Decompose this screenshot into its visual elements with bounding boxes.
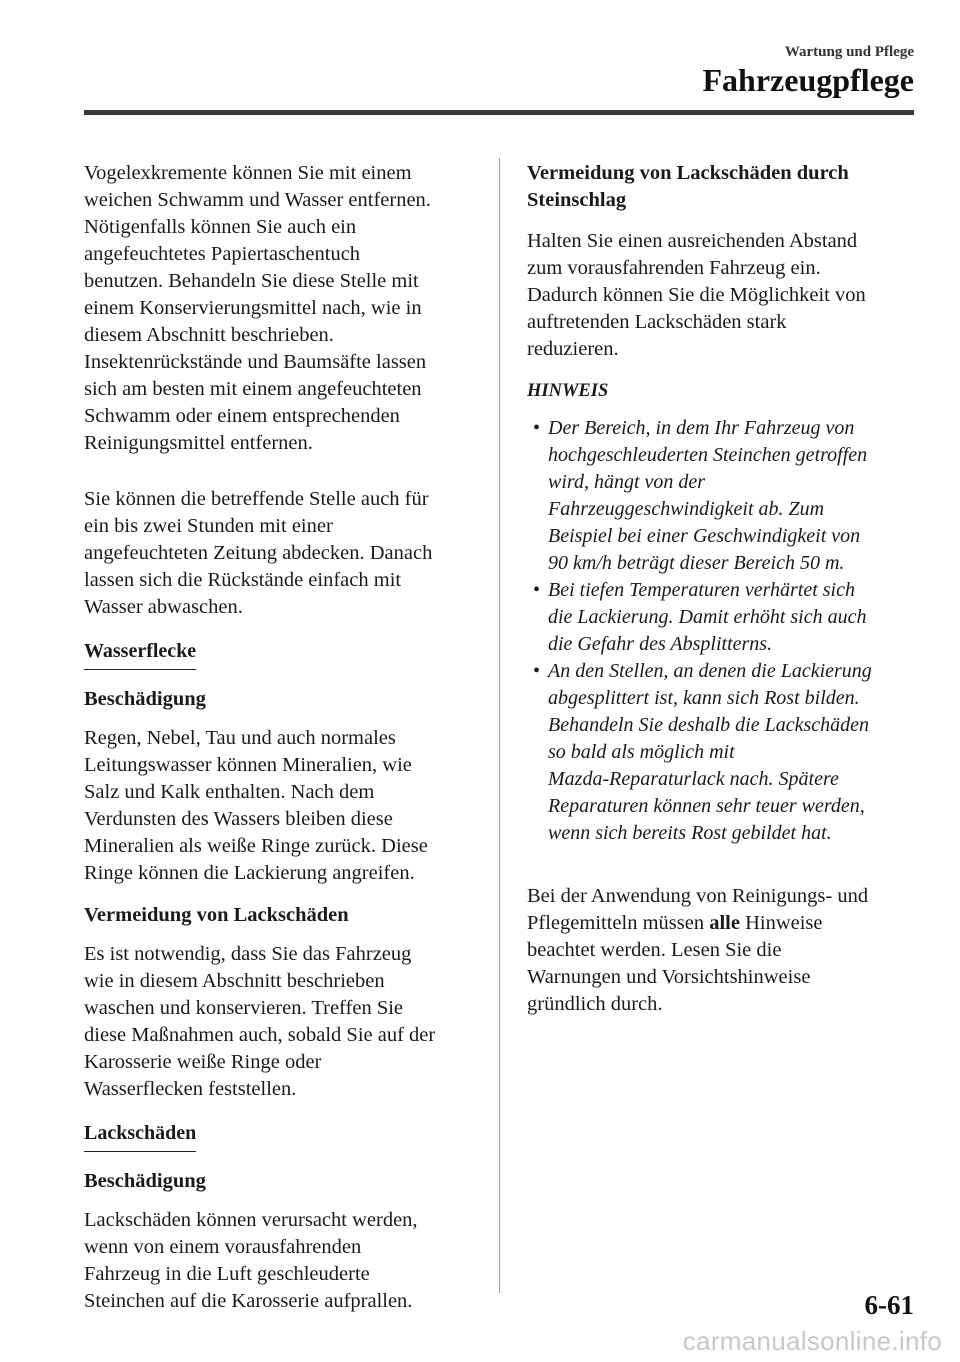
paragraph-newspaper: Sie können die betreffende Stelle auch für ein bis zwei Stunden mit einer angefeuchteten Zeitung abdecken. Danach lassen sich die Rückstände einfach mit Wasser abwaschen. — [84, 488, 433, 618]
bullet-icon: • — [533, 579, 541, 601]
paragraph-cleaning-agents — [527, 883, 922, 1018]
heading-vermeidung-2: Vermeidung von Lackschäden durch Steinschlag — [527, 162, 849, 211]
note-item — [527, 415, 922, 577]
note-list — [527, 415, 922, 847]
paragraph-conserve: Es ist notwendig, dass Sie das Fahrzeug wie in diesem Abschnitt beschrieben waschen und konservieren. Treffen Sie diese Maßnahmen auch, sobald Sie auf der Karosserie weiße Ringe oder Wasserflecken feststellen. — [84, 943, 436, 1100]
heading-beschaedigung-1: Beschädigung — [84, 688, 206, 710]
header-rule — [84, 110, 914, 115]
heading-beschaedigung-2: Beschädigung — [84, 1170, 206, 1192]
note-text: Der Bereich, in dem Ihr Fahrzeug von hochgeschleuderten Steinchen getroffen wird, hängt von der Fahrzeuggeschwindigkeit ab. Zum Beispiel bei einer Geschwindigkeit von 90 km/h beträgt dieser Bereich 50 m. — [548, 417, 868, 574]
page-title: Fahrzeugpflege — [702, 62, 914, 98]
right-column — [527, 160, 922, 1033]
text-before-bold: Bei der Anwendung von Reinigungs- und Pflegemitteln müssen — [527, 885, 869, 934]
heading-lackschaeden: Lackschäden — [84, 1120, 196, 1152]
paragraph-minerals: Regen, Nebel, Tau und auch normales Leitungswasser können Mineralien, wie Salz und Kalk enthalten. Nach dem Verdunsten des Wassers bleiben diese Mineralien als weiße Ringe zurück. Diese Ringe können die Lackierung angreifen. — [84, 727, 428, 884]
note-text: An den Stellen, an denen die Lackierung abgesplittert ist, kann sich Rost bilden. Behandeln Sie deshalb die Lackschäden so bald als möglich mit Mazda-Reparaturlack nach. Spätere Reparaturen können sehr teuer werden, wenn sich bereits Rost gebildet hat. — [548, 660, 872, 844]
emphasis-alle: alle — [709, 912, 740, 934]
left-column — [84, 160, 479, 1330]
paragraph-stone-chips: Lackschäden können verursacht werden, wenn von einem vorausfahrenden Fahrzeug in die Luft geschleuderte Steinchen auf die Karosserie aufprallen. — [84, 1209, 418, 1312]
page-number: 6-61 — [864, 1290, 914, 1320]
bullet-icon: • — [533, 660, 541, 682]
heading-vermeidung-1: Vermeidung von Lackschäden — [84, 904, 349, 926]
spacer — [84, 472, 479, 486]
bullet-icon: • — [533, 417, 541, 439]
watermark: carmanualsonline.info — [682, 1326, 942, 1356]
heading-wasserflecke: Wasserflecke — [84, 638, 196, 670]
text-after-bold: Hinweise beachtet werden. Lesen Sie die Warnungen und Vorsichtshinweise gründlich durch. — [527, 912, 823, 1015]
note-item — [527, 658, 922, 847]
note-label: HINWEIS — [527, 381, 609, 401]
header-section-label: Wartung und Pflege — [784, 44, 914, 60]
paragraph-distance: Halten Sie einen ausreichenden Abstand zum vorausfahrenden Fahrzeug ein. Dadurch können Sie die Möglichkeit von auftretenden Lackschäden stark reduzieren. — [527, 230, 866, 360]
paragraph-bird-droppings: Vogelexkremente können Sie mit einem weichen Schwamm und Wasser entfernen. Nötigenfalls können Sie auch ein angefeuchtetes Papiertaschentuch benutzen. Behandeln Sie diese Stelle mit einem Konservierungsmittel nach, wie in diesem Abschnitt beschrieben. Insektenrückstände und Baumsäfte lassen sich am besten mit einem angefeuchteten Schwamm oder einem entsprechenden Reinigungsmittel entfernen. — [84, 162, 431, 454]
column-divider — [499, 158, 500, 1293]
note-item — [527, 577, 922, 658]
note-text: Bei tiefen Temperaturen verhärtet sich die Lackierung. Damit erhöht sich auch die Gefahr des Absplitterns. — [548, 579, 867, 655]
